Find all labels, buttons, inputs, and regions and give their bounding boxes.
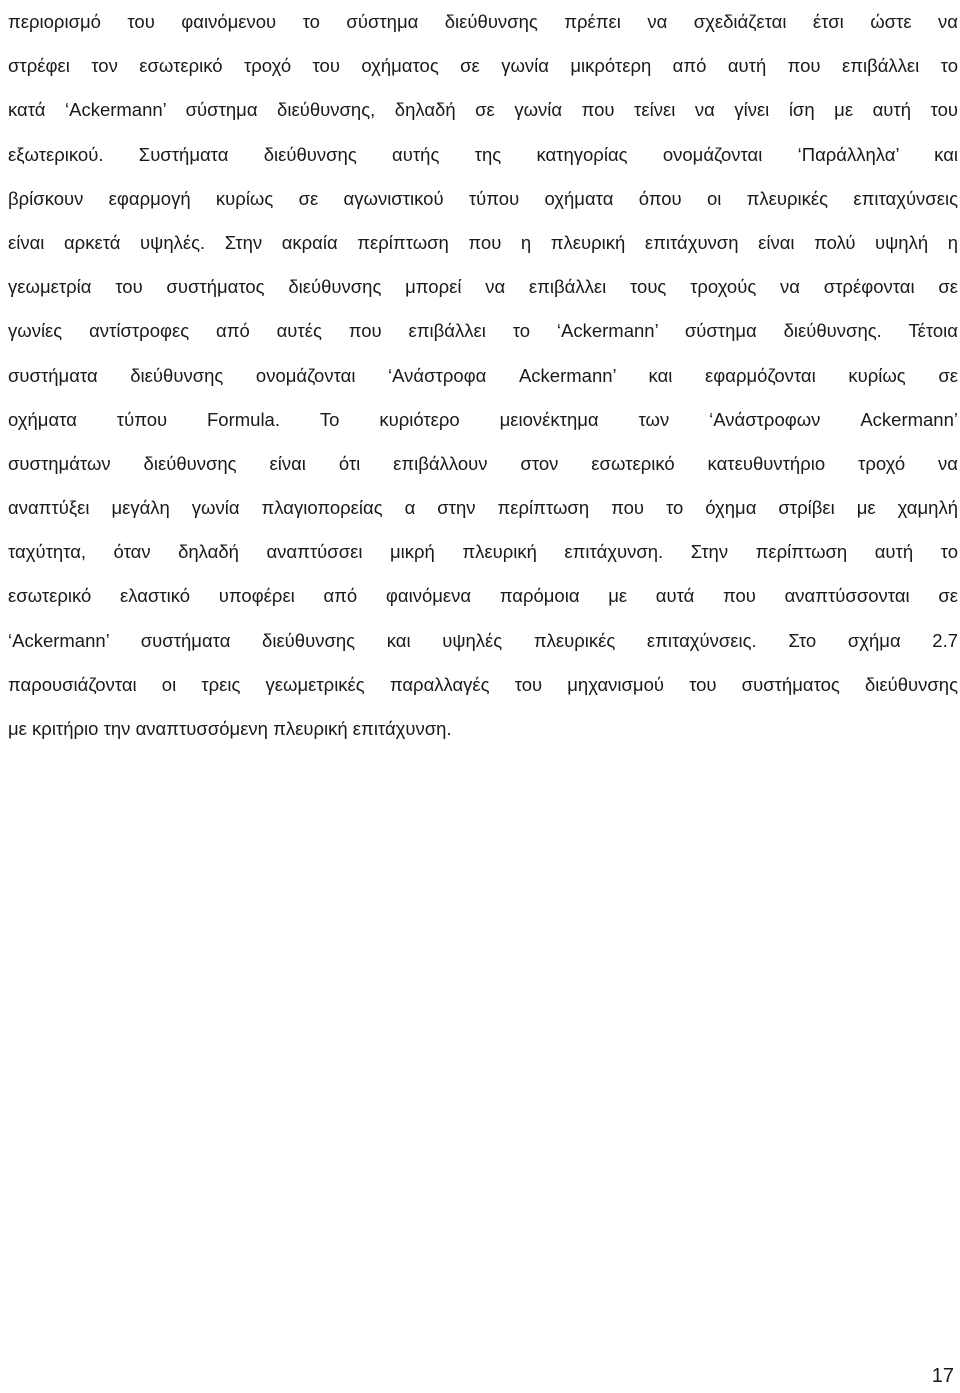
text-line: συστημάτων διεύθυνσης είναι ότι επιβάλλουν στον εσωτερικό κατευθυντήριο τροχό να (8, 452, 958, 474)
body-paragraph (8, 0, 958, 751)
text-line: είναι αρκετά υψηλές. Στην ακραία περίπτωση που η πλευρική επιτάχυνση είναι πολύ υψηλή η (8, 231, 958, 253)
text-line: ταχύτητα, όταν δηλαδή αναπτύσσει μικρή πλευρική επιτάχυνση. Στην περίπτωση αυτή το (8, 541, 958, 563)
text-line: στρέφει τον εσωτερικό τροχό του οχήματος σε γωνία μικρότερη από αυτή που επιβάλλει το (8, 55, 958, 77)
text-line: κατά ‘Ackermann’ σύστημα διεύθυνσης, δηλαδή σε γωνία που τείνει να γίνει ίση με αυτή του (8, 99, 958, 121)
text-line: οχήματα τύπου Formula. Το κυριότερο μειονέκτημα των ‘Ανάστροφων Ackermann’ (8, 408, 958, 430)
text-line: συστήματα διεύθυνσης ονομάζονται ‘Ανάστροφα Ackermann’ και εφαρμόζονται κυρίως σε (8, 364, 958, 386)
text-line: παρουσιάζονται οι τρεις γεωμετρικές παραλλαγές του μηχανισμού του συστήματος διεύθυνσης (8, 673, 958, 695)
text-line: γεωμετρία του συστήματος διεύθυνσης μπορεί να επιβάλλει τους τροχούς να στρέφονται σε (8, 276, 958, 298)
text-line: περιορισμό του φαινόμενου το σύστημα διεύθυνσης πρέπει να σχεδιάζεται έτσι ώστε να (8, 11, 958, 32)
text-line: εξωτερικού. Συστήματα διεύθυνσης αυτής της κατηγορίας ονομάζονται ‘Παράλληλα’ και (8, 143, 958, 165)
text-line: βρίσκουν εφαρμογή κυρίως σε αγωνιστικού τύπου οχήματα όπου οι πλευρικές επιταχύνσεις (8, 187, 958, 209)
text-line: ‘Ackermann’ συστήματα διεύθυνσης και υψηλές πλευρικές επιταχύνσεις. Στο σχήμα 2.7 (8, 629, 958, 651)
text-line: εσωτερικό ελαστικό υποφέρει από φαινόμενα παρόμοια με αυτά που αναπτύσσονται σε (8, 585, 958, 607)
page-number: 17 (931, 1365, 954, 1387)
text-line: με κριτήριο την αναπτυσσόμενη πλευρική επιτάχυνση. (8, 718, 452, 739)
text-line: γωνίες αντίστροφες από αυτές που επιβάλλει το ‘Ackermann’ σύστημα διεύθυνσης. Τέτοια (8, 320, 958, 342)
text-line: αναπτύξει μεγάλη γωνία πλαγιοπορείας α στην περίπτωση που το όχημα στρίβει με χαμηλή (8, 497, 958, 519)
